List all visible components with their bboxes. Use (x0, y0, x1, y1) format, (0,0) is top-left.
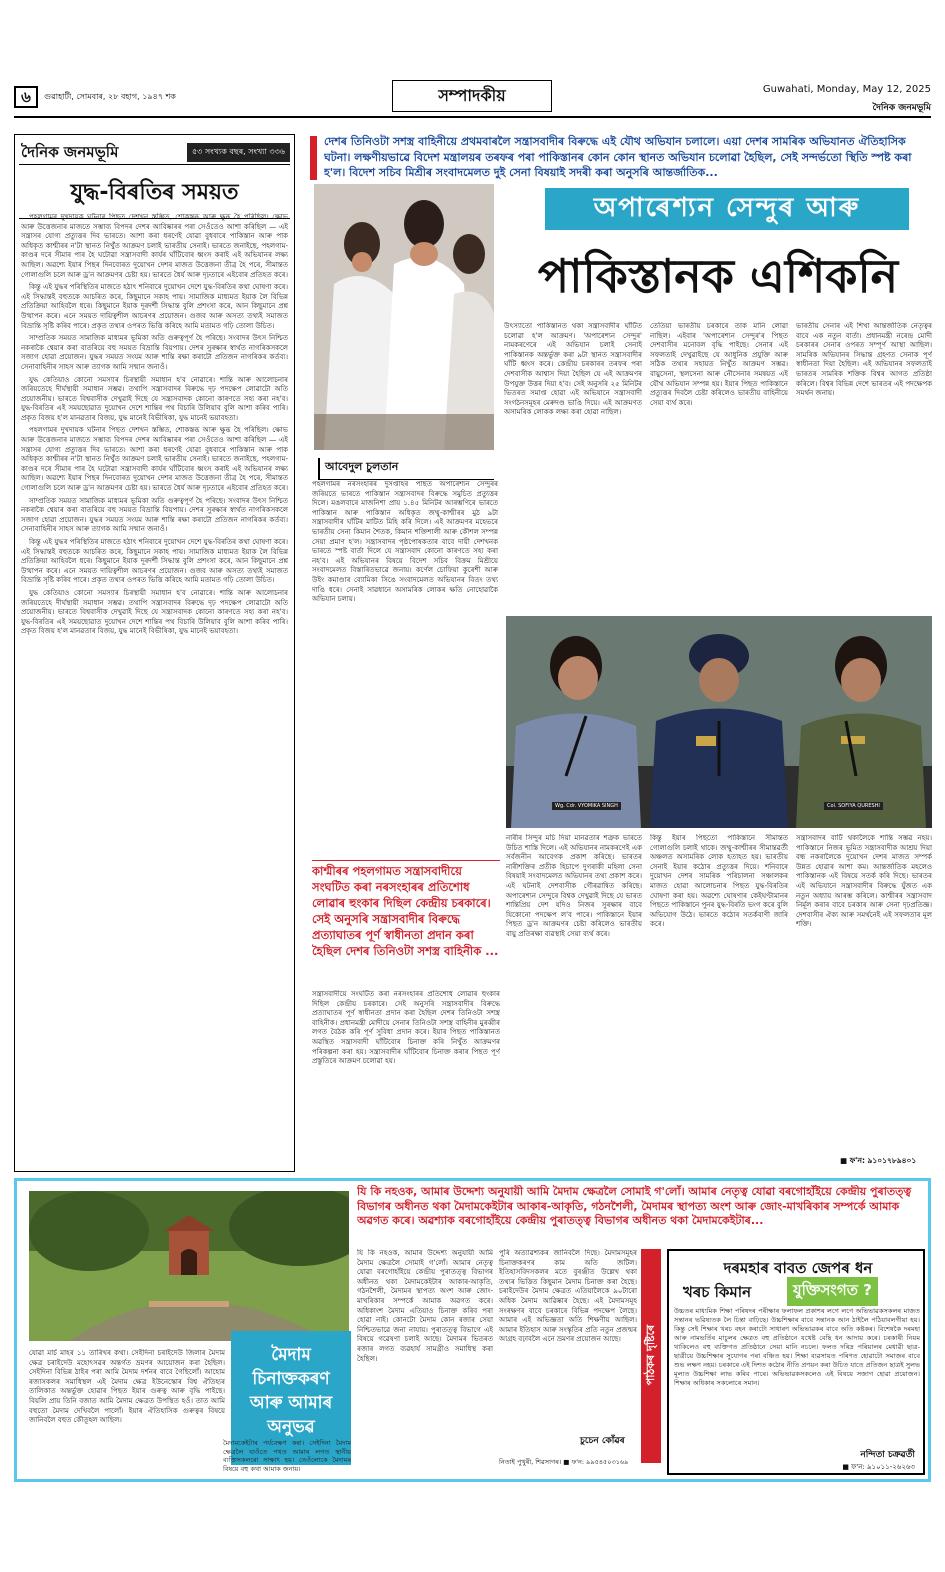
feature-headline: পাকিস্তানক এশিকনি (537, 249, 899, 303)
editorial-box (14, 134, 295, 1172)
mid-col-c: পুৰি অত্যাৱশ্যকৰ জানিবলৈ দিছে। মৈদামসমূহৰ চিনাক্তকৰণৰ কাম অতি জটিল। ইতিহাসবিদসকলৰ মতে বুৰঞ্জীত উল্লেখ থকা তথ্যৰ ভিত্তিত কিছুমান মৈদাম চিনাক্ত কৰা হৈছে। চৰাইদেউৰ মৈদাম ক্ষেত্ৰত এতিয়ালৈকে ৯০টাৰো অধিক মৈদাম আৱিষ্কাৰ হৈছে। এই মৈদামসমূহ সংৰক্ষণৰ বাবে চৰকাৰে বিভিন্ন পদক্ষেপ লৈছে। আমাৰ এই অভিজ্ঞতা অতি শিক্ষণীয় আছিল। আমাৰ ইতিহাস আৰু সংস্কৃতিৰ প্ৰতি নতুন প্ৰজন্মৰ আগ্ৰহ বঢ়াবলৈ এনে ভ্ৰমণৰ প্ৰয়োজন আছে। (499, 1249, 637, 1344)
feature-author-contact: ■ ফ'ন: ৯১০১৭৮৯৪০১ (840, 1156, 917, 1165)
feature-kicker: অপাৰেশ্যন সেন্দুৰ আৰু (545, 188, 909, 230)
editorial-paragraph: সাম্প্ৰতিক সময়ত সামাজিক মাধ্যমৰ ভূমিকা অতি গুৰুত্বপূৰ্ণ হৈ পৰিছে। সংবাদৰ উৎস নিশ্চিত নকৰাকৈ শ্বেয়াৰ কৰা বাতৰিয়ে বহু সময়ত বিভ্ৰান্তি বিয়পায়। দেশৰ সুৰক্ষাৰ স্বাৰ্থত নাগৰিকসকলে সজাগ হোৱা প্ৰয়োজন। যুদ্ধৰ সময়ত সংযম আৰু শান্তি ৰক্ষা কৰাটো প্ৰতিজন নাগৰিকৰ কৰ্তব্য। সেনাবাহিনীৰ সাহস আৰু ত্যাগক আমি সন্মান জনাওঁ। (21, 334, 288, 371)
maidam-illustration (29, 1191, 349, 1341)
feature-col-lower-b: সন্ত্ৰাসবাদীয়ে সংঘটিত কৰা নৰসংহাৰৰ প্ৰতিশোধ লোৱাৰ হুংকাৰ দিছিল কেন্দ্ৰীয় চৰকাৰে। সেই অনুসৰি সন্ত্ৰাসবাদীৰ বিৰুদ্ধে প্ৰত্যাঘাতৰ পূৰ্ণ স্বাধীনতা প্ৰদান কৰা হৈছিল দেশৰ তিনিওটা সশস্ত্ৰ বাহিনীক। প্ৰধানমন্ত্ৰী মোদীয়ে সেনাৰ তিনিওটা সশস্ত্ৰ বাহিনীৰ মুৰব্বীৰ লগত বৈঠক কৰি পূৰ্ণ সুবিধা প্ৰদান কৰে। ইয়াৰ পিছত পাকিস্তানত অৱস্থিত সন্ত্ৰাসবাদী ঘাঁটিবোৰ চিনাক্ত কৰি নিৰ্খুঁত আক্ৰমণৰ পৰিকল্পনা কৰা হয়। সন্ত্ৰাসবাদীৰ ঘাঁটিবোৰ চিনাক্ত কৰাৰ পিছত পূৰ্ণ প্ৰস্তুতিৰে আক্ৰমণ চলোৱা হয়। (312, 990, 500, 1066)
mid-col-a-tail: মৈদামকেইটাৰ পৰ্যবেক্ষণ কৰা। সেইদিনা মৈদাম ক্ষেত্ৰলৈ যাওঁতে পথত আমাৰ লগত স্থানীয় ব্যক্তিসকলৰো সাক্ষাৎ হয়। তেওঁলোকে মৈদামৰ বিষয়ে বহু কথা আমাক জনায়। (223, 1439, 351, 1473)
caption-officer-3: Col. SOFIYA QURESHI (824, 802, 883, 810)
maidam-photo (29, 1191, 349, 1341)
feature-col-a: উৎস্যাতো পাকিস্তানত থকা সন্ত্ৰাসবাদীৰ ঘাঁটিত চলোৱা হ'ল আক্ৰমণ। 'অপাৰেশ্যন সেন্দুৰ' নামকৰণেৰে এই অভিযান চলাই সেনাই পাকিস্তানক অন্তৰ্ভুক্ত কৰা ৯টা স্থানত সন্ত্ৰাসবাদীৰ ঘাঁটি ধ্বংস কৰে। কেন্দ্ৰীয় চৰকাৰৰ তৰফৰ পৰা দেশবাসীক আশ্বাস দিয়া হৈছিল যে এই আক্ৰমণৰ উপযুক্ত উত্তৰ দিয়া হ'ব। সেই অনুসৰি ২৫ মিনিটৰ ভিতৰত সমাপ্ত হোৱা এই অভিযানে সন্ত্ৰাসবাদী সংগঠনসমূহৰ মেৰুদণ্ড ভাঙি দিয়ে। এই আক্ৰমণত অসামৰিক লোকক লক্ষ্য কৰা হোৱা নাছিল। (504, 322, 642, 417)
top-banner (310, 134, 932, 182)
mid-author: চুচেন কোঁৱৰ (577, 1433, 628, 1448)
editorial-paragraph: যুদ্ধ কেতিয়াও কোনো সমস্যাৰ চিৰস্থায়ী সমাধান হ'ব নোৱাৰে। শান্তি আৰু আলোচনাৰ জৰিয়তেহে দীৰ্ঘস্থায়ী সমাধান সম্ভৱ। তথাপি সন্ত্ৰাসবাদৰ বিৰুদ্ধে দৃঢ় পদক্ষেপ লোৱাটো অতি প্ৰয়োজনীয়। ভাৰতে বিশ্ববাসীক দেখুৱাই দিছে যে সন্ত্ৰাসবাদক কোনো কাৰণতে সহ্য কৰা নহ'ব। যুদ্ধ-বিৰতিৰ এই সময়ছোৱাত দুয়োখন দেশে শান্তিৰ পথ বিচাৰি উলিয়াব বুলি আশা কৰিব পাৰি। প্ৰকৃত বিজয় হ'ল মানৱতাৰ বিজয়, যুদ্ধ মানেই বিভীষিকা, যুদ্ধ মানেই ভয়াবহতা। (21, 375, 288, 422)
editorial-paragraph: সাম্প্ৰতিক সময়ত সামাজিক মাধ্যমৰ ভূমিকা অতি গুৰুত্বপূৰ্ণ হৈ পৰিছে। সংবাদৰ উৎস নিশ্চিত নকৰাকৈ শ্বেয়াৰ কৰা বাতৰিয়ে বহু সময়ত বিভ্ৰান্তি বিয়পায়। দেশৰ সুৰক্ষাৰ স্বাৰ্থত নাগৰিকসকলে সজাগ হোৱা প্ৰয়োজন। যুদ্ধৰ সময়ত সংযম আৰু শান্তি ৰক্ষা কৰাটো প্ৰতিজন নাগৰিকৰ কৰ্তব্য। সেনাবাহিনীৰ সাহস আৰু ত্যাগক আমি সন্মান জনাওঁ। (21, 496, 288, 534)
left-dateline: গুৱাহাটী, সোমবাৰ, ২৮ বহাগ, ১৯৪৭ শক (44, 92, 176, 101)
right-paper-name: দৈনিক জনমভূমি (872, 103, 931, 113)
editorial-paragraph: পহলগামৰ দুখদায়ক ঘটনাৰ পিছত দেশখন স্তম্ভিত, শোকস্তব্ধ আৰু ক্ষুব্ধ হৈ পৰিছিল। ক্ষোভ আৰু উত্তেজনাৰ মাজতে সম্ভাব্য বিপদৰ দেশৰ আবিষ্কাৰৰ পৰা সেওঁতেও আশা কৰিছিল — এই সন্ত্ৰাসৰ যোগ্য প্ৰত্যুত্তৰ দিব ভাৰতে। আশা কৰা ধৰণেই যোৱা বুধবাৰে পাকিস্তান আৰু পাক অধিকৃত কাশ্মীৰৰ ন'টা স্থানত নিৰ্খুঁত আক্ৰমণ চলাই ভাৰতীয় সেনাই। ভাৰতে জনাইছে, পহলগাম-কাণ্ডৰ দৰে সীমাৰ পাৰ হৈ ঘটোৱা সন্ত্ৰাসবাদী কাৰ্যৰ ঘাঁটিবোৰ ধ্বংস কৰাই এই অভিযানৰ লক্ষ্য আছিল। অৱশ্যে ইয়াৰ পিছৰ দিনবোৰত দুয়োখন দেশৰ মাজত উত্তেজনা তীব্ৰ হৈ পৰে, সীমান্তত গোলাগুলি চলে আৰু ড্ৰ'ন আক্ৰমণৰ চেষ্টা হয়। ভাৰতে ধৈৰ্য আৰু দৃঢ়তাৰে এইবোৰ প্ৰতিহত কৰে। (21, 426, 288, 493)
opinion-body: উচ্চতৰ মাধ্যমিক শিক্ষা পৰিষদৰ পৰীক্ষাৰ ফলাফল প্ৰকাশৰ লগে লগে অভিভাৱকসকলৰ মাজত সন্তানৰ ভৱিষ্যতক লৈ চিন্তা বাঢ়িছে। উচ্চশিক্ষাৰ বাবে সন্তানক আন ঠাইলৈ পঠিয়াবলগীয়া হয়। কিন্তু সেই শিক্ষাৰ খৰচ বহন কৰাটো সাধাৰণ অভিভাৱকৰ বাবে অতি কষ্টকৰ। বিশেষকৈ দৰমহা আৰু নামভৰ্তিৰ মাচুলৰ ক্ষেত্ৰত বহু প্ৰতিষ্ঠানে যথেষ্ট বেছি ধন আদায় কৰে। চৰকাৰী নিয়ম থাকিলেও বহু ব্যক্তিগত প্ৰতিষ্ঠানে সেয়া মানি নচলে। ফলত দৰিদ্ৰ পৰিয়ালৰ মেধাৱী ছাত্ৰ-ছাত্ৰীয়ে উচ্চশিক্ষাৰ সুযোগৰ পৰা বঞ্চিত হয়। শিক্ষা ব্যৱসায়ত পৰিণত হোৱাটো সমাজৰ বাবে শুভ লক্ষণ নহয়। চৰকাৰে এই দিশত কঠোৰ নীতি প্ৰণয়ন কৰা উচিত যাতে প্ৰতিজন ছাত্ৰই সুলভ মূল্যত উচ্চশিক্ষা লাভ কৰিব পাৰে। অভিভাৱকসকলেও এই বিষয়ে সজাগ হোৱা প্ৰয়োজন। শিক্ষাৰ অধিকাৰ সকলোৰে সমান। (674, 1307, 920, 1387)
feature-col-lower-e: সন্ত্ৰাসবাদৰ বাটি থকালৈকে শান্তি সম্ভৱ নহয়। পাকিস্তানে নিজৰ ভূমিত সন্ত্ৰাসবাদীক আশ্ৰয় দিয়া বন্ধ নকৰালৈকে দুয়োখন দেশৰ মাজত সম্পৰ্ক উন্নত হোৱাৰ আশা কম। আন্তৰ্জাতিক মহলেও পাকিস্তানক এই বিষয়ে সতৰ্ক কৰি দিছে। ভাৰতৰ এই অভিযানে সন্ত্ৰাসবাদীৰ বিৰুদ্ধে যুঁজত এক নতুন অধ্যায় আৰম্ভ কৰিলে। কাশ্মীৰৰ সন্ত্ৰাসবাদ নিৰ্মূল কৰাৰ বাবে চৰকাৰ আৰু সেনা দৃঢ়প্ৰতিজ্ঞ। দেশবাসীৰ ঐক্য আৰু সমৰ্থনেই এই সফলতাৰ মূল শক্তি। (796, 834, 932, 929)
pull-quote: কাশ্মীৰৰ পহলগামত সন্ত্ৰাসবাদীয়ে সংঘটিত কৰা নৰসংহাৰৰ প্ৰতিশোধ লোৱাৰ হুংকাৰ দিছিল কেন্দ্ৰীয় চৰকাৰে। সেই অনুসৰি সন্ত্ৰাসবাদীৰ বিৰুদ্ধে প্ৰত্যাঘাতৰ পূৰ্ণ স্বাধীনতা প্ৰদান কৰা হৈছিল দেশৰ তিনিওটা সশস্ত্ৰ বাহিনীক ... (312, 860, 500, 980)
editorial-title: যুদ্ধ-বিৰতিৰ সময়ত (19, 175, 290, 219)
header-rule (14, 116, 931, 118)
feature-col-lower-c: নাৰীৰ সিন্দুৰ মচি দিয়া মানৱতাৰ শত্ৰুক ভাৰতে উচিত শাস্তি দিলে। এই অভিযানৰ নামকৰণেই এক সৰ্বজনীন আবেগক প্ৰকাশ কৰিছে। ভাৰতৰ নাৰীশক্তিৰ প্ৰতীক হিচাপে দুগৰাকী মহিলা সেনা বিষয়াই সংবাদমেলত অভিযানৰ তথ্য প্ৰকাশ কৰে। এই ঘটনাই দেশবাসীক গৌৰৱান্বিত কৰিছে। অপাৰেশ্যন সেন্দুৰে বিশ্বক দেখুৱাই দিছে যে ভাৰত শান্তিপ্ৰিয় দেশ যদিও নিজৰ সুৰক্ষাৰ বাবে যিকোনো পদক্ষেপ ল'ব পাৰে। পাকিস্তানে ইয়াৰ পিছত ড্ৰ'ন আক্ৰমণৰ চেষ্টা কৰিলেও ভাৰতীয় বায়ু প্ৰতিৰক্ষা ব্যৱস্থাই সেয়া ব্যৰ্থ কৰে। (506, 834, 642, 938)
masthead-volume: ৫৩ সংখ্যক বছৰ, সংখ্যা ৩৩৬ (187, 143, 290, 162)
banner-text: দেশৰ তিনিওটা সশস্ত্ৰ বাহিনীয়ে প্ৰথমবাৰলৈ সন্ত্ৰাসবাদীৰ বিৰুদ্ধে এই যৌথ অভিযান চলালে। এয়া দেশৰ সামৰিক অভিযানত ঐতিহাসিক ঘটনা। লক্ষণীয়ভাৱে বিদেশ মন্ত্ৰালয়ৰ তৰফৰ পৰা পাকিস্তানৰ কোন কোন স্থানত অভিযান চলোৱা হৈছিল, সেই সন্দৰ্ভতো স্থিতি স্পষ্ট কৰা হ'ল। বিদেশ সচিব মিশ্ৰীৰ সংবাদমেলত দুই সেনা বিষয়াই সদৰী কৰা অনুসৰি আন্তৰ্জাতিক... (324, 135, 912, 179)
page-number: ৬ (14, 86, 38, 108)
banner-accent-bar (310, 136, 317, 180)
mid-col-b: যি কি নহওক, আমাৰ উদ্দেশ্য অনুযায়ী আমি মৈদাম ক্ষেত্ৰলৈ সোমাই গ'লোঁ। আমাৰ নেতৃত্ব যোৱা বৰগোহাঁইয়ে কেন্দ্ৰীয় পুৰাতত্ত্ব বিভাগৰ অধীনত থকা মৈদামকেইটাৰ আকাৰ-আকৃতি, গঠনশৈলী, মৈদামৰ স্থাপত্য অংশ আৰু জোং-মাখৰিকাৰ সম্পৰ্কে আমাক অৱগত কৰে। অধিকাংশ মৈদাম এতিয়াও চিনাক্ত কৰিব পৰা হোৱা নাই। কোনটো মৈদাম কোন ৰজাৰ সেয়া নিশ্চিতভাৱে জনা নাযায়। পুৰাতত্ত্ব বিভাগে এই বিষয়ে গৱেষণা চলাই আছে। মৈদামৰ ভিতৰত ৰজাৰ লগত ব্যৱহাৰ্য সামগ্ৰীও সমাধিস্থ কৰা হৈছিল। (357, 1249, 493, 1363)
masthead (19, 139, 290, 165)
editorial-paragraph: পহলগামৰ দুখদায়ক ঘটনাৰ পিছত দেশখন স্তম্ভিত, শোকস্তব্ধ আৰু ক্ষুব্ধ হৈ পৰিছিল। ক্ষোভ আৰু উত্তেজনাৰ মাজতে সম্ভাব্য বিপদৰ দেশৰ আবিষ্কাৰৰ পৰা সেওঁতেও আশা কৰিছিল — এই সন্ত্ৰাসৰ যোগ্য প্ৰত্যুত্তৰ দিব ভাৰতে। আশা কৰা ধৰণেই যোৱা বুধবাৰে পাকিস্তান আৰু পাক অধিকৃত কাশ্মীৰৰ ন'টা স্থানত নিৰ্খুঁত আক্ৰমণ চলাই ভাৰতীয় সেনাই। ভাৰতে জনাইছে, পহলগাম-কাণ্ডৰ দৰে সীমাৰ পাৰ হৈ ঘটোৱা সন্ত্ৰাসবাদী কাৰ্যৰ ঘাঁটিবোৰ ধ্বংস কৰাই এই অভিযানৰ লক্ষ্য আছিল। অৱশ্যে ইয়াৰ পিছৰ দিনবোৰত দুয়োখন দেশৰ মাজত উত্তেজনা তীব্ৰ হৈ পৰে, সীমান্তত গোলাগুলি চলে আৰু ড্ৰ'ন আক্ৰমণৰ চেষ্টা হয়। ভাৰতে ধৈৰ্য আৰু দৃঢ়তাৰে এইবোৰ প্ৰতিহত কৰে। (21, 213, 288, 279)
opinion-author: নন্দিতা চক্ৰৱৰ্তী (860, 1450, 915, 1460)
mid-banner: যি কি নহওক, আমাৰ উদ্দেশ্য অনুযায়ী আমি মৈদাম ক্ষেত্ৰলৈ সোমাই গ'লোঁ। আমাৰ নেতৃত্ব যোৱা বৰগোহাঁইয়ে কেন্দ্ৰীয় পুৰাতত্ত্ব বিভাগৰ অধীনত থকা মৈদামকেইটাৰ আকাৰ-আকৃতি, গঠনশৈলী, মৈদামৰ স্থাপত্য অংশ আৰু জোং-মাখৰিকাৰ সম্পৰ্কে আমাক অৱগত কৰে। অৱশ্যাক বৰগোহাঁইয়ে কেন্দ্ৰীয় পুৰাতত্ত্ব বিভাগৰ অধীনত থকা মৈদামকেইটাৰ... (357, 1185, 912, 1227)
editorial-paragraph: কিন্তু এই যুদ্ধৰ পৰিস্থিতিৰ মাজতে হঠাৎ শনিবাৰে দুয়োখন দেশে যুদ্ধ-বিৰতিৰ কথা ঘোষণা কৰে। এই সিদ্ধান্তই বহুতকে আচৰিত কৰে, কিছুমানে সকাহ পায়। সামাজিক মাধ্যমত ইয়াক লৈ বিভিন্ন প্ৰতিক্ৰিয়া আহিবলৈ ধৰে। কিছুমানে ইয়াক দূৰদৰ্শী সিদ্ধান্ত বুলি প্ৰশংসা কৰে, আন কিছুমানে প্ৰশ্ন উত্থাপন কৰে। এনে সময়ত দায়িত্বশীল আচৰণৰ প্ৰয়োজন। গুজব আৰু অসত্য তথ্যই সমাজত বিভ্ৰান্তি সৃষ্টি কৰিব পাৰে। প্ৰকৃত তথ্যৰ ওপৰত ভিত্তি কৰিহে আমি মতামত গঢ়ি তোলা উচিত। (21, 538, 288, 585)
opinion-headline-highlight: যুক্তিসংগত ? (787, 1277, 878, 1306)
feature-col-left: পহলগামৰ নৰসংহাৰৰ দুসপ্তাহৰ পাছত অপাৰেশ্যন সেন্দুৰৰ জৰিয়তে ভাৰতে পাকিস্তান সন্ত্ৰাসবাদৰ বিৰুদ্ধে সমুচিত প্ৰত্যুত্তৰ দিলে। মঙলবাৰে মাজনিশা প্ৰায় ১.৪৫ মিনিটৰ আৰম্ভণিৰে ভাৰতে পাকিস্তান আৰু পাকিস্তান অধিকৃত জম্মু-কাশ্মীৰৰ মুঠ ৯টা সন্ত্ৰাসবাদীৰ ঘাঁটিৰ মাটিত মিহি কৰি দিলে। এই আক্ৰমণৰ মহেভৰে ভাৰতীয় সেনা কিমান শৈতক, কিমান শক্তিশালী আৰু কৌশল সম্পন্ন সেয়া প্ৰমাণ হ'ল। সন্ত্ৰাসবাদৰ পৃষ্ঠপোষকতাৰ বাবে দায়ী দেশখনক ভাৰতে স্পষ্ট বাৰ্তা দিলে যে সন্ত্ৰাসবাদ কোনো কাৰণতে সহ্য কৰা নহ'ব। এই অভিযানৰ বিষয়ে বিদেশ সচিব বিক্ৰম মিশ্ৰীয়ে সংবাদমেলত বিস্তাৰিতভাৱে জনায়। কৰ্ণেল চোফিয়া কুৰেশী আৰু উইং কমাণ্ডাৰ ব্যোমিকা সিঙে সংবাদমেলত অভিযানৰ বিতং তথ্য দাঙি ধৰে। সেনাই সাৱধানে অসামৰিক লোকৰ ক্ষতি নোহোৱাকৈ অভিযান চলায়। (312, 480, 498, 604)
feature-col-c: ভাৰতীয় সেনাৰ এই শিখা আন্তৰ্জাতিক নেতৃত্বৰ বাবে এক নতুন বাৰ্তা। প্ৰধানমন্ত্ৰী নৰেন্দ্ৰ মোদী চৰকাৰৰ সেনাৰ ওপৰত সম্পূৰ্ণ আস্থা আছিল। সামৰিক অভিযানৰ সিদ্ধান্ত গ্ৰহণত সেনাক পূৰ্ণ স্বাধীনতা দিয়া হৈছিল। এই অভিযানৰ সফলতাই ভাৰতৰ সামৰিক শক্তিক বিশ্বৰ আগত প্ৰতিষ্ঠা কৰিলে। বিশ্বৰ বিভিন্ন দেশে ভাৰতৰ এই পদক্ষেপক সমৰ্থন জনায়। (796, 322, 932, 398)
maidam-headline: মৈদাম চিনাক্তকৰণ আৰু আমাৰ অনুভৱ (249, 1345, 333, 1437)
opinion-box (667, 1249, 925, 1475)
opinion-headline-2: খৰচ কিমান (683, 1283, 752, 1301)
photo-illustration (314, 184, 494, 450)
feature-byline: আবেদুল চুলতান (318, 458, 494, 480)
page-header (14, 80, 931, 116)
right-dateline: Guwahati, Monday, May 12, 2025 (762, 84, 931, 95)
press-briefing-photo (506, 616, 932, 828)
section-title: সম্পাদকীয় (392, 80, 552, 112)
editorial-paragraph: যুদ্ধ কেতিয়াও কোনো সমস্যাৰ চিৰস্থায়ী সমাধান হ'ব নোৱাৰে। শান্তি আৰু আলোচনাৰ জৰিয়তেহে দীৰ্ঘস্থায়ী সমাধান সম্ভৱ। তথাপি সন্ত্ৰাসবাদৰ বিৰুদ্ধে দৃঢ় পদক্ষেপ লোৱাটো অতি প্ৰয়োজনীয়। ভাৰতে বিশ্ববাসীক দেখুৱাই দিছে যে সন্ত্ৰাসবাদক কোনো কাৰণতে সহ্য কৰা নহ'ব। যুদ্ধ-বিৰতিৰ এই সময়ছোৱাত দুয়োখন দেশে শান্তিৰ পথ বিচাৰি উলিয়াব বুলি আশা কৰিব পাৰি। প্ৰকৃত বিজয় হ'ল মানৱতাৰ বিজয়, যুদ্ধ মানেই বিভীষিকা, যুদ্ধ মানেই ভয়াবহতা। (21, 588, 288, 636)
masthead-paper-name: দৈনিক জনমভূমি (21, 143, 119, 161)
caption-officer-1: Wg. Cdr. VYOMIKA SINGH (552, 802, 621, 810)
feature-col-b: তেতিয়া ভাৰতীয় চৰকাৰে তাক মানি লোৱা নাছিল। এইবাৰ 'অপাৰেশ্যন সেন্দুৰ'ৰ পিছত দেশবাসীৰ মনোবল বৃদ্ধি পাইছে। সেনাৰ এই সফলতাই দেখুৱাইছে যে আধুনিক প্ৰযুক্তি আৰু সঠিক তথ্যৰ সহায়ত নিৰ্খুঁত আক্ৰমণ সম্ভৱ। বায়ুসেনা, স্থলসেনা আৰু নৌসেনাৰ সমন্বয়ত এই যৌথ অভিযান সম্পন্ন হয়। ইয়াৰ পিছত পাকিস্তানে প্ৰত্যুত্তৰ দিবলৈ চেষ্টা কৰিলেও ভাৰতীয় বাহিনীয়ে সেয়া ব্যৰ্থ কৰে। (650, 322, 788, 407)
mid-author-contact: নিতাই পুখুৰী, শিৱসাগৰ। ■ ফ'ন: ৯৯৫৪৫০৩১৬৯ (499, 1458, 629, 1466)
readers-section (14, 1178, 931, 1482)
feature-col-lower-d: কিন্তু ইয়াৰ পিছতো পাকিস্তানে সীমান্তত গোলাগুলি চলাই থাকে। জম্মু-কাশ্মীৰৰ সীমান্তৱৰ্তী অঞ্চলত অসামৰিক লোক হতাহত হয়। ভাৰতীয় সেনাই ইয়াৰ কঠোৰ প্ৰত্যুত্তৰ দিয়ে। শনিবাৰে দুয়োখন দেশৰ সামৰিক পৰিচালনা সঞ্চালকৰ মাজত হোৱা আলোচনাৰ পিছত যুদ্ধ-বিৰতিৰ ঘোষণা কৰা হয়। অৱশ্যে ঘোষণাৰ কেইঘণ্টামানৰ পিছতে পাকিস্তানে পুনৰ যুদ্ধ-বিৰতি ভংগ কৰে বুলি অভিযোগ উঠে। ভাৰতে কঠোৰ সতৰ্কবাণী জাৰি কৰে। (650, 834, 788, 929)
editorial-body (21, 213, 288, 1167)
readers-vertical-label: পাঠকৰ দৃষ্টিৰে (644, 1324, 657, 1386)
opinion-headline-1: দৰমহাৰ বাবত জেপৰ ধন (723, 1259, 873, 1277)
feature-photo-grieving (314, 184, 494, 450)
editorial-paragraph: কিন্তু এই যুদ্ধৰ পৰিস্থিতিৰ মাজতে হঠাৎ শনিবাৰে দুয়োখন দেশে যুদ্ধ-বিৰতিৰ কথা ঘোষণা কৰে। এই সিদ্ধান্তই বহুতকে আচৰিত কৰে, কিছুমানে সকাহ পায়। সামাজিক মাধ্যমত ইয়াক লৈ বিভিন্ন প্ৰতিক্ৰিয়া আহিবলৈ ধৰে। কিছুমানে ইয়াক দূৰদৰ্শী সিদ্ধান্ত বুলি প্ৰশংসা কৰে, আন কিছুমানে প্ৰশ্ন উত্থাপন কৰে। এনে সময়ত দায়িত্বশীল আচৰণৰ প্ৰয়োজন। গুজব আৰু অসত্য তথ্যই সমাজত বিভ্ৰান্তি সৃষ্টি কৰিব পাৰে। প্ৰকৃত তথ্যৰ ওপৰত ভিত্তি কৰিহে আমি মতামত গঢ়ি তোলা উচিত। (21, 283, 288, 330)
readers-vertical-label-box (641, 1249, 661, 1463)
mid-col-a: যোৱা মাৰ্চ মাহৰ ১১ তাৰিখৰ কথা। সেইদিনা চৰাইদেউ জিলাৰ মৈদাম ক্ষেত্ৰ চৰাইদেউ মহোৎসৱৰ অন্তৰ্গত ভ্ৰমণৰ আয়োজন কৰা হৈছিল। সেইদিনা বিভিন্ন ঠাইৰ পৰা আমি মৈদাম দৰ্শনৰ বাবে গৈছিলোঁ। আহোম ৰজাসকলৰ সমাধিস্থল এই মৈদাম ক্ষেত্ৰ ইউনেস্কোৰ বিশ্ব ঐতিহ্যৰ তালিকাত অন্তৰ্ভুক্ত হোৱাৰ পিছত ইয়াৰ গুৰুত্ব আৰু বৃদ্ধি পাইছে। বিয়লি প্ৰায় তিনি বজাত আমি মৈদাম ক্ষেত্ৰত উপস্থিত হওঁ। তাত আমি বহুতো মৈদাম দেখিবলৈ পালোঁ। ইয়াৰ ঐতিহাসিক গুৰুত্বৰ বিষয়ে জানিবলৈ বহুত কৌতূহল আছিল। (29, 1349, 225, 1425)
opinion-author-contact: ■ ফ'ন: ৯১০১১-২৬২৬৩ (842, 1463, 915, 1471)
briefing-illustration (506, 616, 932, 828)
